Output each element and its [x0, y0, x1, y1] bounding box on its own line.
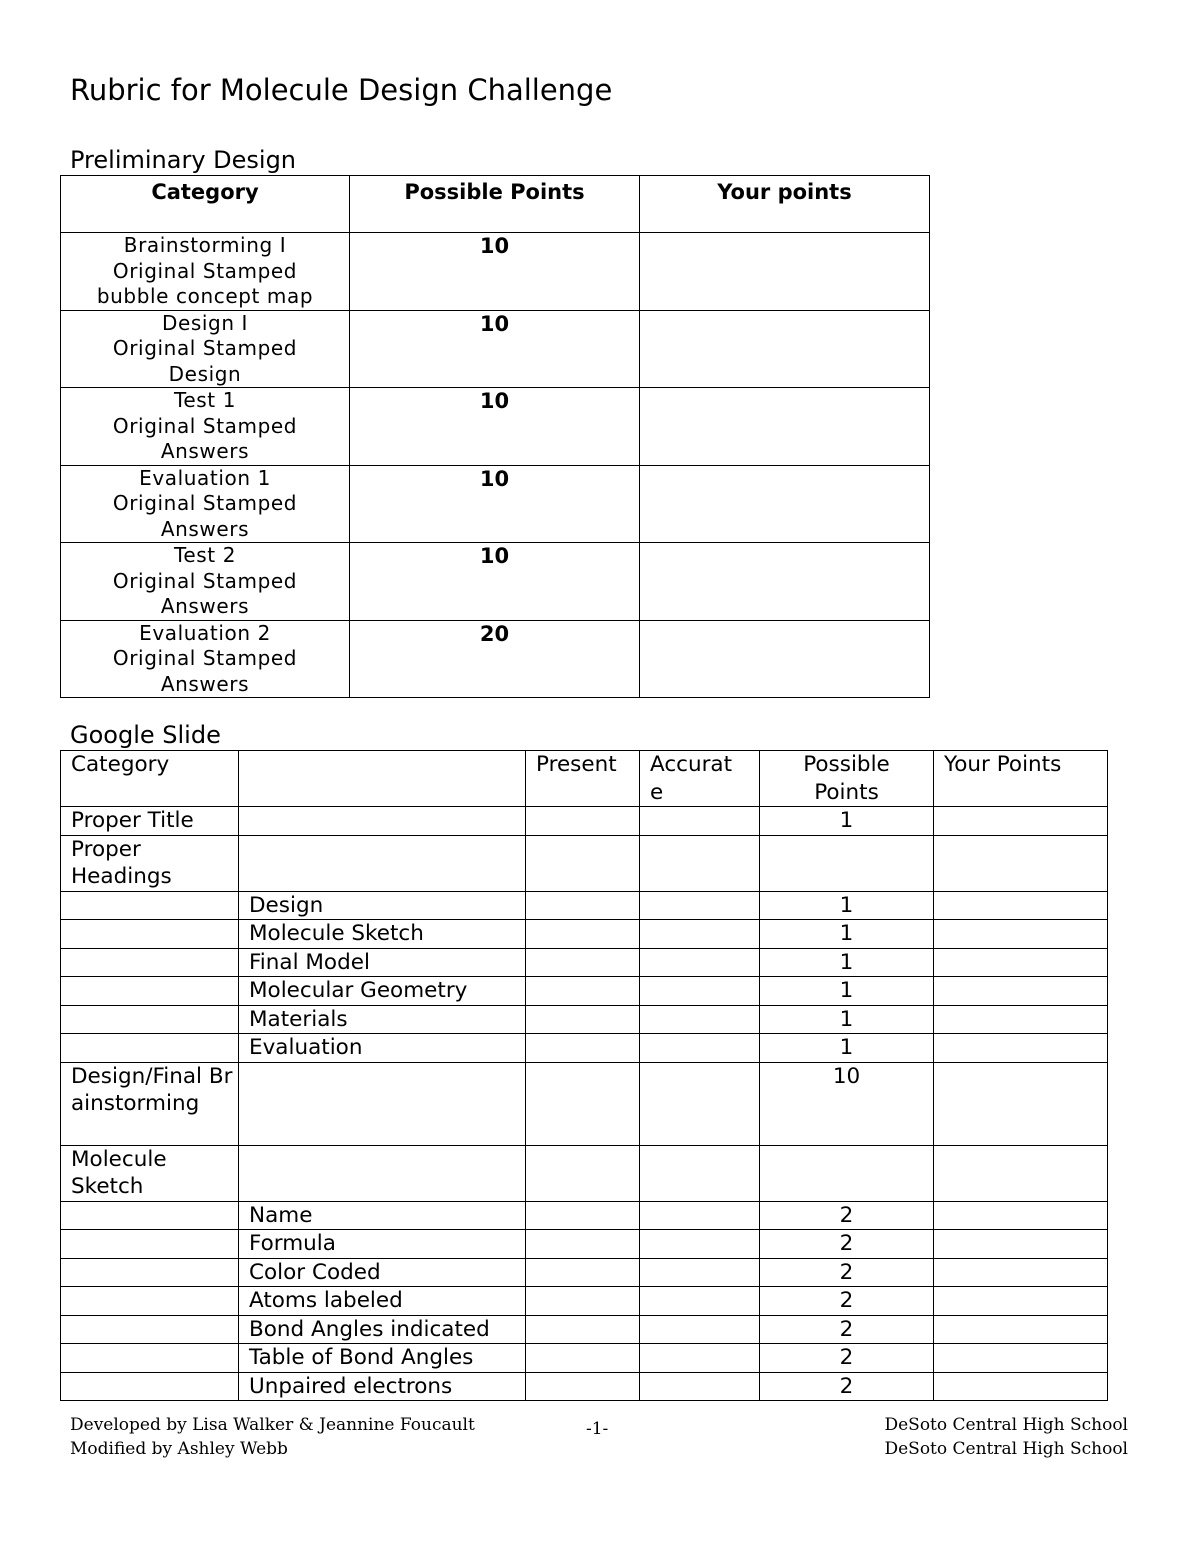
category-cell [61, 1005, 239, 1034]
your-points-cell[interactable] [934, 807, 1108, 836]
preliminary-design-heading: Preliminary Design [70, 146, 297, 174]
category-cell: Proper Title [61, 807, 239, 836]
header-possible-points [760, 751, 934, 807]
category-cell [61, 310, 350, 388]
category-line: Original Stamped [112, 646, 298, 670]
present-cell[interactable] [526, 1230, 640, 1259]
table-row [61, 1258, 1108, 1287]
accurate-cell[interactable] [640, 835, 760, 891]
category-line: Answers [160, 516, 250, 541]
your-points-cell[interactable] [934, 835, 1108, 891]
category-line: Answers [160, 671, 250, 696]
header-category: Category [61, 751, 239, 807]
possible-points-cell [760, 835, 934, 891]
possible-points-cell [760, 1145, 934, 1201]
category-line: Original Stamped [112, 491, 298, 515]
table-row [61, 977, 1108, 1006]
possible-points-cell: 2 [760, 1201, 934, 1230]
table-row [61, 1315, 1108, 1344]
item-cell: Atoms labeled [239, 1287, 526, 1316]
your-points-cell[interactable] [934, 920, 1108, 949]
your-points-cell[interactable] [934, 1145, 1108, 1201]
possible-points-cell: 1 [760, 948, 934, 977]
header-present: Present [526, 751, 640, 807]
google-slide-table [60, 750, 1108, 1401]
header-accurate-line: e [650, 779, 664, 805]
accurate-cell[interactable] [640, 1230, 760, 1259]
accurate-cell[interactable] [640, 977, 760, 1006]
accurate-cell[interactable] [640, 1372, 760, 1401]
category-cell [61, 948, 239, 977]
possible-points-cell: 10 [350, 233, 640, 311]
present-cell[interactable] [526, 1258, 640, 1287]
accurate-cell[interactable] [640, 1062, 760, 1145]
category-cell [61, 1315, 239, 1344]
footer-developed-by: Developed by Lisa Walker & Jeannine Foucault [70, 1415, 475, 1435]
possible-points-cell: 10 [350, 310, 640, 388]
category-line: Original Stamped [112, 413, 298, 438]
accurate-cell[interactable] [640, 891, 760, 920]
table-header-row [61, 751, 1108, 807]
category-line: Original Stamped [112, 568, 298, 593]
item-cell: Table of Bond Angles [239, 1344, 526, 1373]
accurate-cell[interactable] [640, 807, 760, 836]
preliminary-design-table [60, 175, 930, 698]
category-cell [61, 1344, 239, 1373]
your-points-cell[interactable] [934, 891, 1108, 920]
present-cell[interactable] [526, 891, 640, 920]
item-cell: Formula [239, 1230, 526, 1259]
present-cell[interactable] [526, 977, 640, 1006]
table-row [61, 1201, 1108, 1230]
your-points-cell[interactable] [934, 1201, 1108, 1230]
footer-school-name: DeSoto Central High School [884, 1439, 1128, 1459]
category-line: Answers [160, 594, 250, 618]
possible-points-cell: 10 [350, 465, 640, 543]
accurate-cell[interactable] [640, 1344, 760, 1373]
item-cell: Unpaired electrons [239, 1372, 526, 1401]
table-row [61, 310, 930, 388]
table-row [61, 233, 930, 311]
item-cell: Name [239, 1201, 526, 1230]
possible-points-cell: 2 [760, 1287, 934, 1316]
header-accurate [640, 751, 760, 807]
table-row [61, 1372, 1108, 1401]
accurate-cell[interactable] [640, 1005, 760, 1034]
present-cell[interactable] [526, 1201, 640, 1230]
footer-left [70, 1413, 475, 1461]
table-row [61, 1344, 1108, 1373]
header-accurate-line: Accurat [650, 752, 733, 777]
accurate-cell[interactable] [640, 1315, 760, 1344]
possible-points-cell: 10 [760, 1062, 934, 1145]
your-points-cell[interactable] [934, 977, 1108, 1006]
your-points-cell[interactable] [934, 948, 1108, 977]
category-cell [61, 891, 239, 920]
possible-points-cell: 10 [350, 388, 640, 466]
your-points-cell[interactable] [640, 388, 930, 466]
category-line: Original Stamped [112, 258, 298, 283]
your-points-cell[interactable] [934, 1258, 1108, 1287]
item-cell [239, 807, 526, 836]
accurate-cell[interactable] [640, 1258, 760, 1287]
header-your-points: Your Points [934, 751, 1108, 807]
present-cell[interactable] [526, 1005, 640, 1034]
present-cell[interactable] [526, 1145, 640, 1201]
your-points-cell[interactable] [640, 543, 930, 621]
table-row [61, 388, 930, 466]
your-points-cell[interactable] [640, 620, 930, 698]
your-points-cell[interactable] [934, 1344, 1108, 1373]
your-points-cell[interactable] [640, 465, 930, 543]
item-cell: Design [239, 891, 526, 920]
accurate-cell[interactable] [640, 1034, 760, 1063]
accurate-cell[interactable] [640, 948, 760, 977]
footer-school-name: DeSoto Central High School [884, 1415, 1128, 1435]
present-cell[interactable] [526, 807, 640, 836]
category-line: bubble concept map [96, 284, 314, 308]
table-row [61, 1034, 1108, 1063]
table-row [61, 835, 1108, 891]
footer-page-number: -1- [586, 1419, 609, 1439]
present-cell[interactable] [526, 1034, 640, 1063]
category-line: Test 2 [173, 543, 237, 567]
table-row [61, 543, 930, 621]
possible-points-cell: 1 [760, 1005, 934, 1034]
item-cell: Final Model [239, 948, 526, 977]
table-row [61, 1230, 1108, 1259]
category-cell [61, 1034, 239, 1063]
present-cell[interactable] [526, 1372, 640, 1401]
header-category: Category [61, 176, 350, 233]
category-cell [61, 465, 350, 543]
your-points-cell[interactable] [934, 1034, 1108, 1063]
possible-points-cell: 1 [760, 807, 934, 836]
possible-points-cell: 20 [350, 620, 640, 698]
document-title: Rubric for Molecule Design Challenge [70, 73, 613, 107]
table-row [61, 1005, 1108, 1034]
present-cell[interactable] [526, 1315, 640, 1344]
header-possible-points: Possible Points [350, 176, 640, 233]
category-line: Original Stamped [112, 336, 298, 360]
your-points-cell[interactable] [640, 310, 930, 388]
footer-modified-by: Modified by Ashley Webb [70, 1439, 288, 1459]
category-line: Brainstorming I [123, 233, 287, 257]
table-row [61, 891, 1108, 920]
present-cell[interactable] [526, 948, 640, 977]
your-points-cell[interactable] [934, 1230, 1108, 1259]
category-cell: Molecule Sketch [61, 1145, 239, 1201]
google-slide-heading: Google Slide [70, 721, 221, 749]
present-cell[interactable] [526, 1344, 640, 1373]
category-cell: Proper Headings [61, 835, 239, 891]
header-possible-line: Possible [803, 752, 890, 777]
category-cell [61, 1287, 239, 1316]
accurate-cell[interactable] [640, 920, 760, 949]
category-cell [61, 920, 239, 949]
possible-points-cell: 1 [760, 977, 934, 1006]
footer-right [884, 1413, 1128, 1461]
possible-points-cell: 1 [760, 891, 934, 920]
category-cell [61, 1258, 239, 1287]
table-row [61, 1145, 1108, 1201]
table-row [61, 620, 930, 698]
table-row [61, 920, 1108, 949]
table-header-row [61, 176, 930, 233]
possible-points-cell: 1 [760, 1034, 934, 1063]
accurate-cell[interactable] [640, 1287, 760, 1316]
present-cell[interactable] [526, 920, 640, 949]
possible-points-cell: 2 [760, 1372, 934, 1401]
category-cell [61, 1230, 239, 1259]
table-row [61, 948, 1108, 977]
table-row [61, 1062, 1108, 1145]
possible-points-cell: 2 [760, 1258, 934, 1287]
accurate-cell[interactable] [640, 1145, 760, 1201]
category-line: Answers [160, 439, 250, 463]
category-line: Evaluation 1 [139, 465, 271, 490]
item-cell: Bond Angles indicated [239, 1315, 526, 1344]
table-row [61, 465, 930, 543]
item-cell: Materials [239, 1005, 526, 1034]
possible-points-cell: 10 [350, 543, 640, 621]
your-points-cell[interactable] [934, 1315, 1108, 1344]
category-line: Design I [161, 310, 249, 335]
your-points-cell[interactable] [934, 1372, 1108, 1401]
your-points-cell[interactable] [934, 1005, 1108, 1034]
category-line: Design [168, 361, 242, 386]
present-cell[interactable] [526, 1062, 640, 1145]
present-cell[interactable] [526, 1287, 640, 1316]
header-possible-line: Points [814, 779, 879, 805]
category-cell [61, 620, 350, 698]
accurate-cell[interactable] [640, 1201, 760, 1230]
header-your-points: Your points [640, 176, 930, 233]
item-cell [239, 1062, 526, 1145]
possible-points-cell: 2 [760, 1230, 934, 1259]
header-item [239, 751, 526, 807]
present-cell[interactable] [526, 835, 640, 891]
category-cell [61, 388, 350, 466]
category-line: Evaluation 2 [139, 620, 271, 645]
category-line: Test 1 [173, 388, 237, 412]
table-row [61, 1287, 1108, 1316]
category-cell [61, 1372, 239, 1401]
category-cell: Design/Final Brainstorming [61, 1062, 239, 1145]
category-cell [61, 233, 350, 311]
item-cell: Evaluation [239, 1034, 526, 1063]
category-cell [61, 543, 350, 621]
item-cell: Molecule Sketch [239, 920, 526, 949]
your-points-cell[interactable] [640, 233, 930, 311]
item-cell [239, 835, 526, 891]
category-cell [61, 1201, 239, 1230]
possible-points-cell: 1 [760, 920, 934, 949]
item-cell: Color Coded [239, 1258, 526, 1287]
table-row [61, 807, 1108, 836]
your-points-cell[interactable] [934, 1062, 1108, 1145]
category-cell [61, 977, 239, 1006]
possible-points-cell: 2 [760, 1315, 934, 1344]
item-cell: Molecular Geometry [239, 977, 526, 1006]
item-cell [239, 1145, 526, 1201]
possible-points-cell: 2 [760, 1344, 934, 1373]
your-points-cell[interactable] [934, 1287, 1108, 1316]
